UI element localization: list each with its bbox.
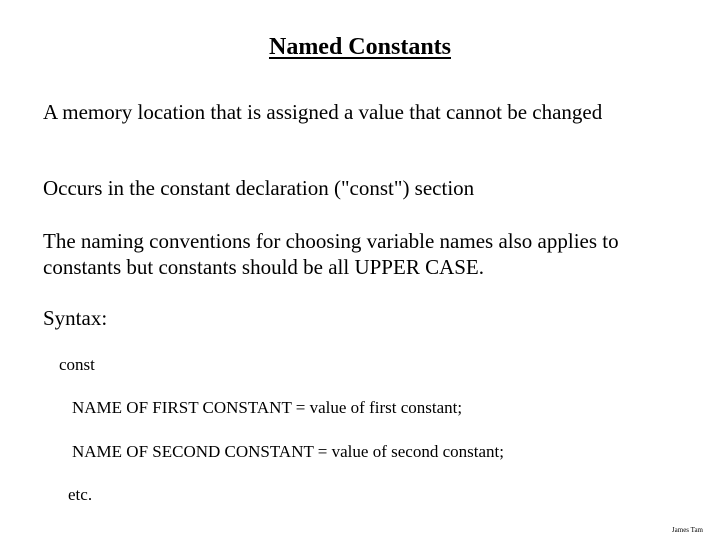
code-line-second-constant: NAME OF SECOND CONSTANT = value of second constant; (72, 442, 504, 461)
syntax-heading: Syntax: (43, 306, 108, 330)
code-line-const: const (59, 355, 95, 374)
code-line-first-constant: NAME OF FIRST CONSTANT = value of first constant; (72, 398, 463, 417)
slide-title-text: Named Constants (268, 34, 451, 60)
declaration-section-text: Occurs in the constant declaration ("const") section (43, 176, 475, 200)
naming-conventions-text: The naming conventions for choosing variable names also applies to constants but constants should be all UPPER CASE. (43, 229, 619, 279)
definition-text: A memory location that is assigned a value that cannot be changed (43, 100, 603, 124)
slide-title (0, 34, 720, 61)
author-footer: James Tam (671, 526, 703, 534)
code-line-etc: etc. (68, 485, 93, 504)
